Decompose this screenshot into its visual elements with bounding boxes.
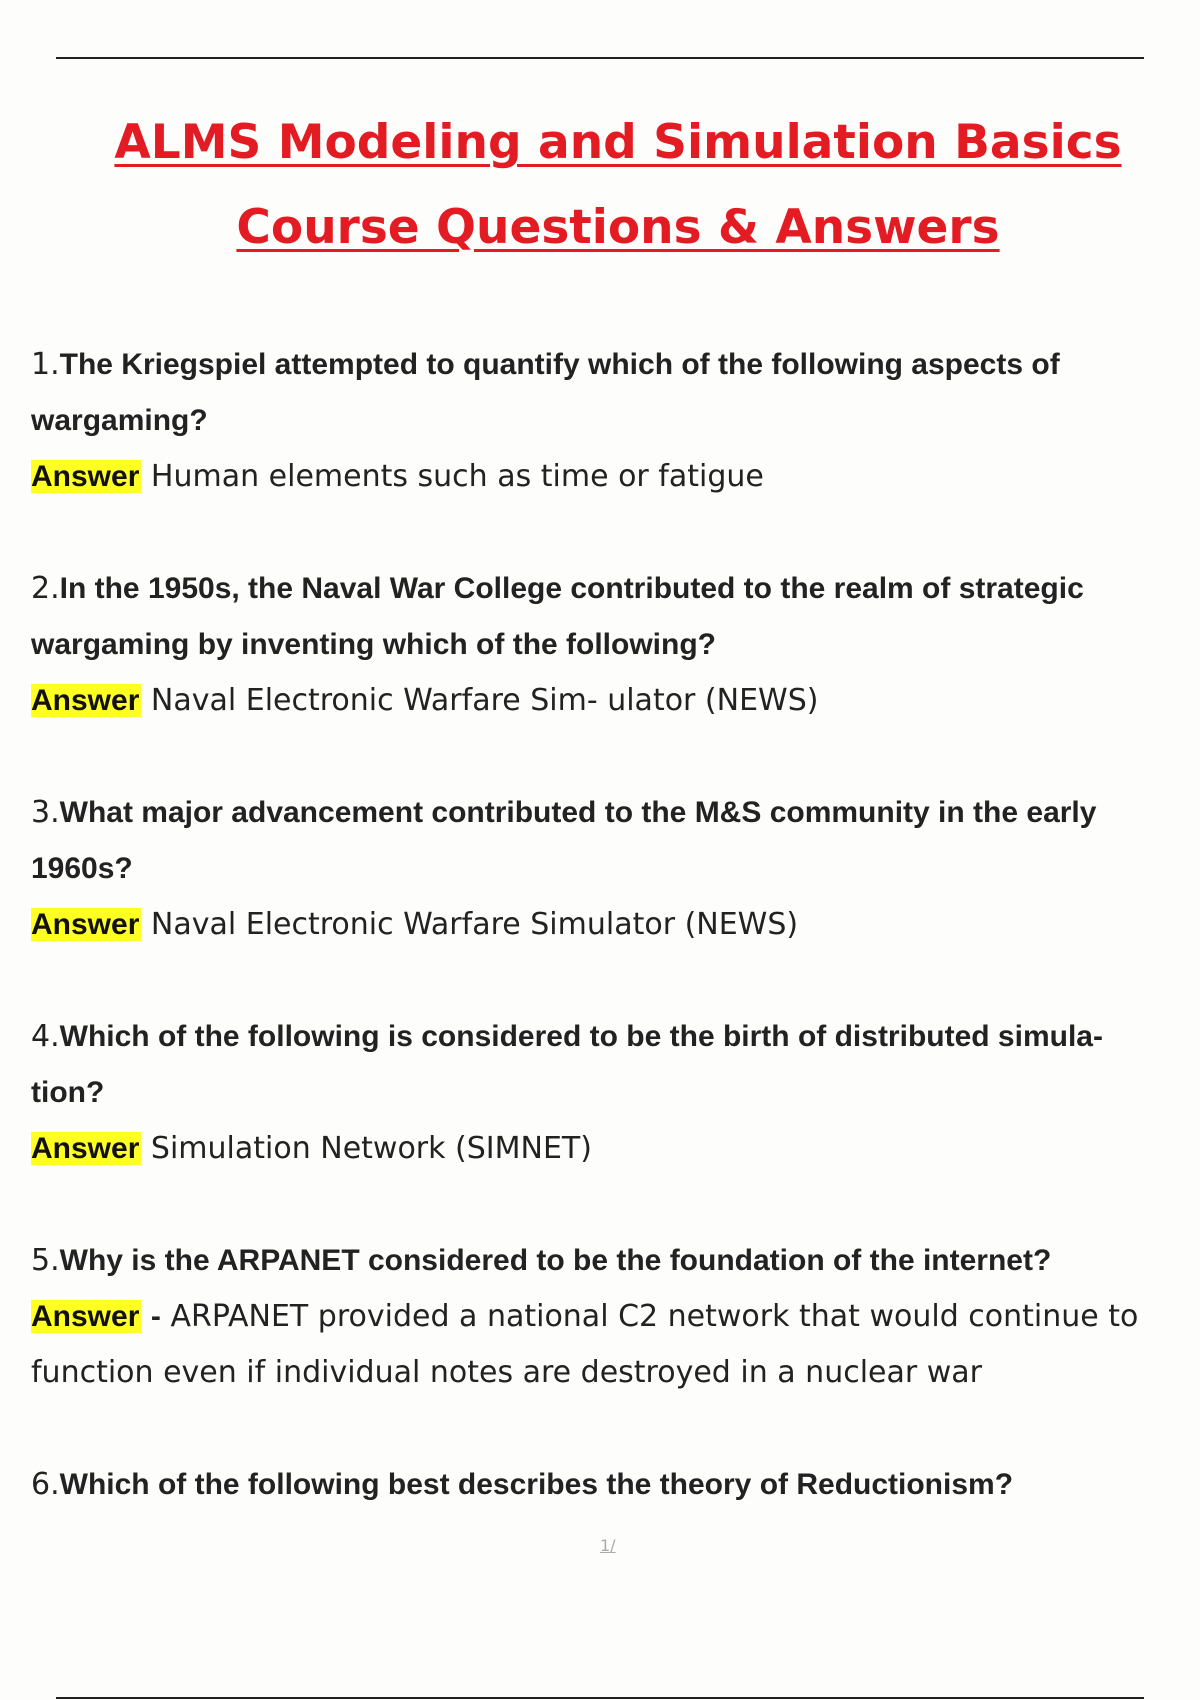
question-4	[31, 1009, 1181, 1121]
question-text: In the 1950s, the Naval War College contributed to the realm of strategic wargaming by inventing which of the following?	[31, 572, 1084, 661]
question-5	[31, 1233, 1181, 1289]
question-2	[31, 561, 1181, 673]
question-number: 3.	[31, 795, 60, 830]
qa-item-3	[31, 785, 1181, 953]
qa-list	[31, 337, 1181, 1569]
answer-5	[31, 1289, 1181, 1401]
bottom-rule	[56, 1697, 1144, 1699]
question-text: Which of the following is considered to be the birth of distributed simula- tion?	[31, 1020, 1103, 1109]
answer-2	[31, 673, 1181, 729]
answer-label: Answer	[31, 684, 140, 717]
question-number: 2.	[31, 571, 60, 606]
answer-3	[31, 897, 1181, 953]
question-number: 1.	[31, 347, 60, 382]
qa-item-4	[31, 1009, 1181, 1177]
answer-1	[31, 449, 1181, 505]
answer-text: Simulation Network (SIMNET)	[150, 1131, 592, 1166]
qa-item-1	[31, 337, 1181, 505]
qa-item-6	[31, 1457, 1181, 1513]
question-text: The Kriegspiel attempted to quantify which of the following aspects of wargaming?	[31, 348, 1060, 437]
qa-item-5	[31, 1233, 1181, 1401]
answer-label: Answer	[31, 460, 140, 493]
question-3	[31, 785, 1181, 897]
title-line-1: ALMS Modeling and Simulation Basics	[114, 115, 1122, 170]
question-text: Which of the following best describes the theory of Reductionism?	[59, 1468, 1014, 1501]
title-line-2: Course Questions & Answers	[236, 200, 1000, 255]
question-1	[31, 337, 1181, 449]
answer-text: ARPANET provided a national C2 network that would continue to function even if individual notes are destroyed in a nuclear war	[31, 1299, 1139, 1390]
answer-label: Answer	[31, 1300, 140, 1333]
answer-text: Human elements such as time or fatigue	[150, 459, 764, 494]
page-number: 1/	[600, 1536, 616, 1555]
question-text: What major advancement contributed to the M&S community in the early 1960s?	[31, 796, 1097, 885]
question-6	[31, 1457, 1181, 1513]
question-number: 4.	[31, 1019, 60, 1054]
answer-text: Naval Electronic Warfare Simulator (NEWS)	[150, 907, 799, 942]
top-rule	[56, 57, 1144, 59]
question-number: 5.	[31, 1243, 60, 1278]
answer-separator: -	[150, 1300, 161, 1333]
qa-item-2	[31, 561, 1181, 729]
answer-label: Answer	[31, 908, 140, 941]
document-title	[0, 100, 1200, 270]
answer-4	[31, 1121, 1181, 1177]
answer-text: Naval Electronic Warfare Sim- ulator (NEWS)	[150, 683, 819, 718]
question-text: Why is the ARPANET considered to be the foundation of the internet?	[59, 1244, 1052, 1277]
answer-label: Answer	[31, 1132, 140, 1165]
question-number: 6.	[31, 1467, 60, 1502]
